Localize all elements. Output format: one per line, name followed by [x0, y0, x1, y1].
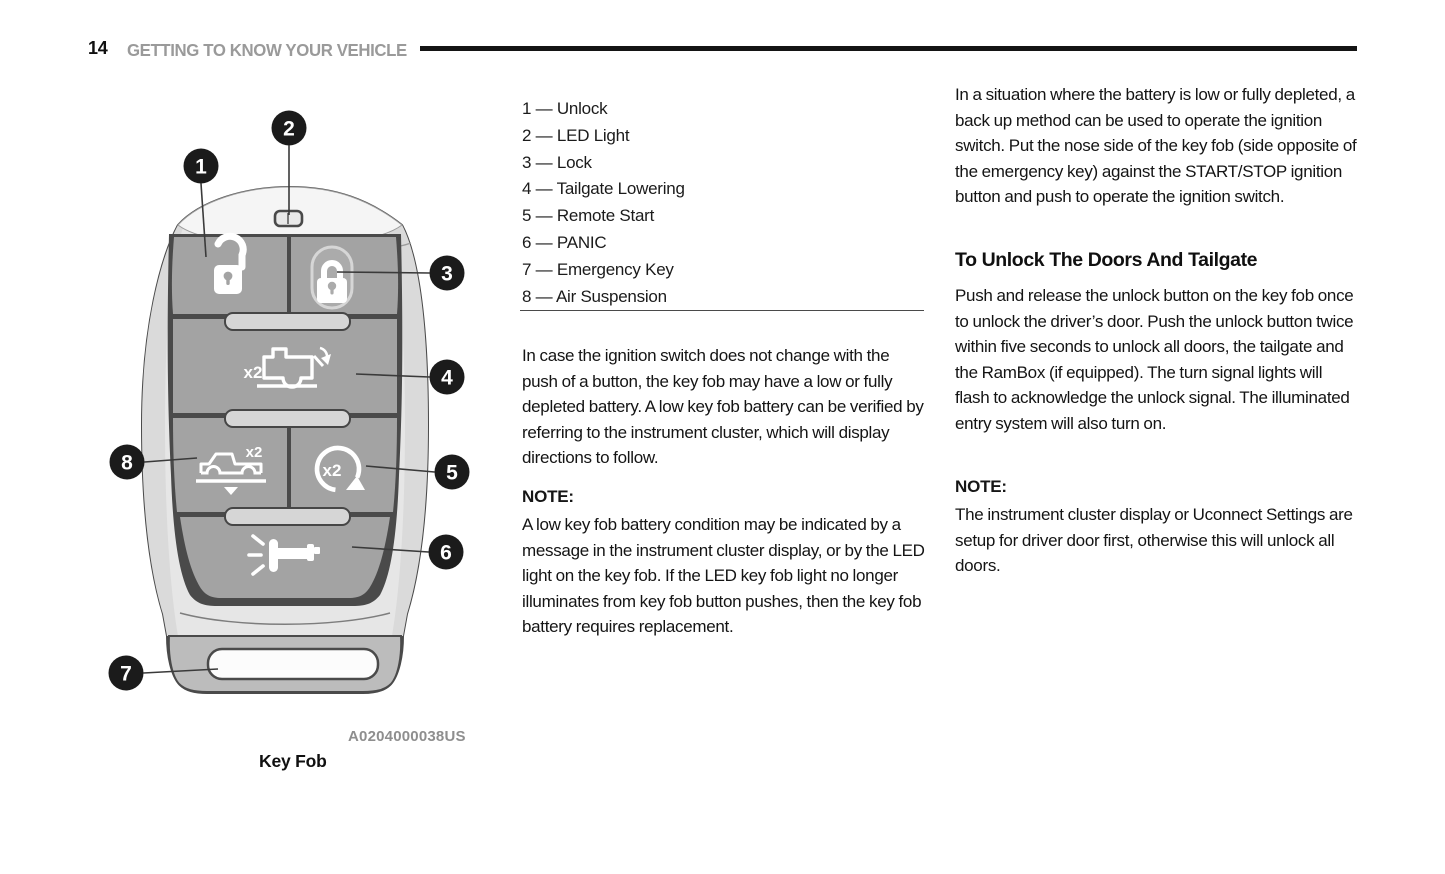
section-heading-unlock-doors: To Unlock The Doors And Tailgate	[955, 249, 1258, 271]
header-rule	[420, 46, 1357, 51]
note-text: The instrument cluster display or Uconnect Settings are setup for driver door first, otherwise this will unlock all doors.	[955, 505, 1353, 576]
separator-bar	[225, 508, 350, 525]
unlock-doors-paragraph: Push and release the unlock button on the key fob once to unlock the driver’s door. Push the unlock button twice within five seconds to unlock all doors, the tailgate and the RamBox (if equipped). The turn signal lights will flash to acknowledge the unlock signal. The illuminated entry system will also turn on.	[955, 286, 1354, 433]
figure-code: A0204000038US	[348, 728, 466, 745]
section-title: GETTING TO KNOW YOUR VEHICLE	[127, 40, 407, 60]
legend-item: 3 — Lock	[522, 152, 592, 172]
legend-item: 1 — Unlock	[522, 99, 608, 118]
tailgate-button	[173, 319, 397, 413]
legend-divider	[520, 310, 924, 311]
legend-item: 7 — Emergency Key	[522, 259, 674, 279]
svg-text:x2: x2	[322, 461, 342, 480]
svg-text:3: 3	[441, 262, 453, 286]
legend-item: 2 — LED Light	[522, 125, 630, 145]
callout-2	[272, 111, 307, 146]
callout-5	[435, 455, 470, 490]
legend-item: 6 — PANIC	[522, 232, 607, 252]
svg-text:x2: x2	[245, 444, 263, 461]
figure-caption: Key Fob	[259, 751, 327, 771]
note-label: NOTE:	[522, 487, 574, 506]
svg-text:2: 2	[283, 117, 295, 141]
lock-icon	[312, 247, 352, 308]
legend-list	[522, 96, 932, 310]
key-fob-illustration	[85, 95, 485, 735]
page-number: 14	[88, 38, 108, 58]
air-suspension-button	[173, 418, 287, 512]
svg-text:x2: x2	[243, 363, 263, 382]
note-label: NOTE:	[955, 477, 1007, 496]
legend-item: 8 — Air Suspension	[522, 286, 667, 306]
svg-text:1: 1	[195, 155, 207, 179]
callout-7	[109, 656, 144, 691]
separator-bar	[225, 313, 350, 330]
svg-text:8: 8	[121, 451, 133, 475]
emergency-key-slot	[169, 636, 401, 692]
separator-bar	[225, 410, 350, 427]
callout-6	[429, 535, 464, 570]
callout-3	[430, 256, 465, 291]
battery-backup-paragraph: In a situation where the battery is low or fully depleted, a back up method can be used to operate the ignition switch. Put the nose side of the key fob (side opposite of the emergency key) against the START/STOP ignition button and push to operate the ignition switch.	[955, 85, 1357, 207]
svg-text:5: 5	[446, 461, 458, 485]
legend-item: 4 — Tailgate Lowering	[522, 179, 685, 199]
svg-text:6: 6	[440, 541, 452, 565]
svg-text:4: 4	[441, 366, 453, 390]
legend-item: 5 — Remote Start	[522, 206, 655, 226]
svg-text:7: 7	[120, 662, 132, 686]
ignition-switch-paragraph: In case the ignition switch does not change with the push of a button, the key fob may have a low or fully depleted battery. A low key fob battery can be verified by referring to the instrument cluster, which will display directions to follow.	[522, 346, 924, 468]
note-text: A low key fob battery condition may be indicated by a message in the instrument cluster display, or by the LED light on the key fob. If the LED key fob light no longer illuminates from key fob button pushes, then the key fob battery requires replacement.	[522, 515, 925, 637]
callout-1	[184, 149, 219, 184]
remote-start-button	[291, 418, 397, 512]
callout-4	[430, 360, 465, 395]
callout-8	[110, 445, 145, 480]
